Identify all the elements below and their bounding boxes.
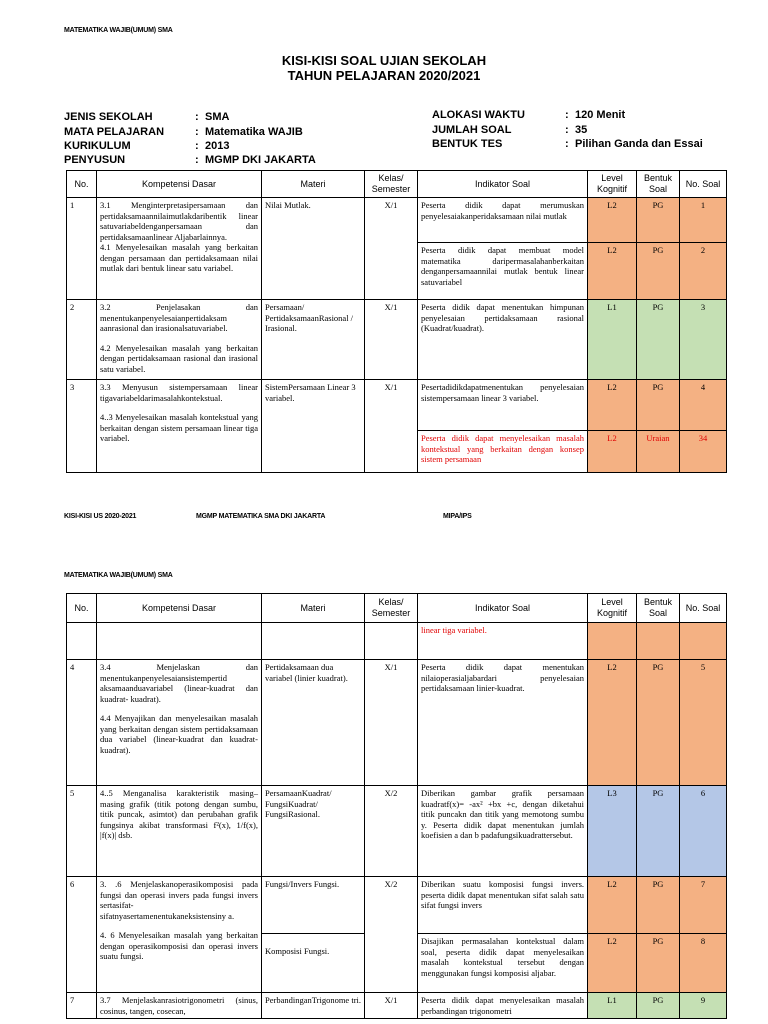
- info-value: 35: [575, 124, 588, 136]
- cell-kelas: X/1: [365, 380, 418, 473]
- header-kelas-semester: Kelas/ Semester: [365, 171, 418, 198]
- cell-no: 7: [67, 993, 97, 1019]
- document-title: KISI-KISI SOAL UJIAN SEKOLAH: [281, 53, 487, 68]
- cell-indikator: Peserta didik dapat menentukan himpunan penyelesaian pertidaksamaan rasional (Kuadrat/kuadrat).: [418, 300, 588, 380]
- info-label: BENTUK TES: [432, 138, 503, 150]
- cell-materi: PersamaanKuadrat/ FungsiKuadrat/ FungsiRasional.: [262, 786, 365, 877]
- kd-text: 3.2 Penjelasakan dan menentukanpenyelesaianpertidaksam aanrasional dan irasionalsatuvariabel.: [100, 302, 258, 333]
- kd-text-2: 4.2 Menyelesaikan masalah yang berkaitan dengan pertidaksamaan rasional dan irasional satu variabel.: [100, 342, 258, 374]
- cell-no: 1: [67, 198, 97, 300]
- cell-indikator: Peserta didik dapat merumuskan penyelesaiakanperidaksamaan nilai mutlak: [418, 198, 588, 243]
- info-value: MGMP DKI JAKARTA: [205, 154, 316, 166]
- table-row: [67, 786, 727, 877]
- kd-text-2: 4..3 Menyelesaikan masalah kontekstual yang berkaitan dengan sistem persamaan linear tiga variabel.: [100, 412, 258, 443]
- info-label: JUMLAH SOAL: [432, 124, 512, 136]
- cell-kelas: X/1: [365, 660, 418, 786]
- info-colon: :: [565, 124, 569, 136]
- cell-level: L2: [588, 431, 637, 473]
- header-indikator-soal: Indikator Soal: [418, 171, 588, 198]
- cell-kelas: X/1: [365, 300, 418, 380]
- info-value: SMA: [205, 111, 230, 123]
- cell-indikator: Diberikan gambar grafik persamaan kuadratf(x)= -ax² +bx +c, dengan diketahui titik puncakn dan titik yang memotong sumbu y. Peserta didik dapat menentukan jumlah koefisien a dan b padafungsikuadrattersebut.: [418, 786, 588, 877]
- cell-no-soal: 2: [680, 243, 727, 300]
- table-row: [67, 877, 727, 934]
- kd-text: 3.4 Menjelaskan dan menentukanpenyelesaiansistempertid aksamaanduavariabel (linear-kuadrat dan kuadrat- kuadrat).: [100, 662, 258, 704]
- cell-bentuk: PG: [637, 934, 680, 993]
- cell-bentuk: PG: [637, 877, 680, 934]
- cell-indikator: Peserta didik dapat menyelesaikan masalah perbandingan trigonometri: [418, 993, 588, 1019]
- cell-indikator: Diberikan suatu komposisi fungsi invers. peserta didik dapat menentukan sifat salah satu sifat fungsi invers: [418, 877, 588, 934]
- info-colon: :: [195, 126, 199, 138]
- cell-bentuk: PG: [637, 993, 680, 1019]
- info-value: 2013: [205, 140, 230, 152]
- footer-right: MIPA/IPS: [443, 513, 472, 520]
- cell-no-soal: 1: [680, 198, 727, 243]
- cell-kelas: X/1: [365, 993, 418, 1019]
- cell-kompetensi-dasar: [97, 660, 262, 786]
- cell-kompetensi-dasar: 3.7 Menjelaskanrasiotrigonometri (sinus, cosinus, tangen, cosecan,: [97, 993, 262, 1019]
- cell-indikator: Peserta didik dapat menentukan nilaioperasialjabardari penyelesaian pertidaksamaan linier-kuadrat.: [418, 660, 588, 786]
- cell-materi: Fungsi/Invers Fungsi.: [262, 877, 365, 934]
- cell-bentuk: PG: [637, 243, 680, 300]
- cell-no-soal: 6: [680, 786, 727, 877]
- header-no-soal: No. Soal: [680, 171, 727, 198]
- cell-kompetensi-dasar: [97, 300, 262, 380]
- cell-no: 6: [67, 877, 97, 993]
- cell-materi: Pertidaksamaan dua variabel (linier kuadrat).: [262, 660, 365, 786]
- header-level-kognitif: Level Kognitif: [588, 594, 637, 623]
- cell-materi: PerbandinganTrigonome tri.: [262, 993, 365, 1019]
- cell-no-soal: 8: [680, 934, 727, 993]
- cell-level: L1: [588, 300, 637, 380]
- header-no: No.: [67, 594, 97, 623]
- table-row: [67, 660, 727, 786]
- cell-indikator: Peserta didik dapat menyelesaikan masalah kontekstual yang berkaitan dengan konsep sistem persamaan: [418, 431, 588, 473]
- kd-text-2: 4. 6 Menyelesaikan masalah yang berkaitan dengan operasikomposisi dan operasi invers suatu fungsi.: [100, 930, 258, 961]
- header-level-kognitif: Level Kognitif: [588, 171, 637, 198]
- info-colon: :: [565, 138, 569, 150]
- cell-indikator: linear tiga variabel.: [418, 623, 588, 660]
- cell-bentuk: PG: [637, 300, 680, 380]
- cell-no-soal: 7: [680, 877, 727, 934]
- cell-kompetensi-dasar: [97, 198, 262, 300]
- cell-materi: SistemPersamaan Linear 3 variabel.: [262, 380, 365, 473]
- cell-no: 4: [67, 660, 97, 786]
- cell-level: L2: [588, 243, 637, 300]
- kd-text-2: 4.1 Menyelesaikan masalah yang berkaitan dengan persamaan dan pertidaksamaan nilai mutlak dari bentuk linear satu variabel.: [100, 242, 258, 273]
- cell-bentuk: Uraian: [637, 431, 680, 473]
- cell-no: 5: [67, 786, 97, 877]
- kd-text-2: 4.4 Menyajikan dan menyelesaikan masalah yang berkaitan dengan sistem pertidaksamaan dua variabel (linear-kuadrat dan kuadrat-kuadrat).: [100, 713, 258, 755]
- header-indikator-soal: Indikator Soal: [418, 594, 588, 623]
- cell-indikator: Disajikan permasalahan kontekstual dalam soal, peserta didik dapat menyelesaikan masalah kontekstual tersebut dengan menggunakan fungsi komposisi aljabar.: [418, 934, 588, 993]
- cell-kelas: X/2: [365, 877, 418, 993]
- cell-kelas: X/2: [365, 786, 418, 877]
- header-kompetensi-dasar: Kompetensi Dasar: [97, 171, 262, 198]
- cell-no-soal: 5: [680, 660, 727, 786]
- cell-no-soal: 9: [680, 993, 727, 1019]
- cell-kompetensi-dasar: [97, 877, 262, 993]
- cell-level: L2: [588, 380, 637, 431]
- table-row: [67, 380, 727, 431]
- cell-level: L3: [588, 786, 637, 877]
- header-kelas-semester: Kelas/ Semester: [365, 594, 418, 623]
- header-kompetensi-dasar: Kompetensi Dasar: [97, 594, 262, 623]
- info-label: MATA PELAJARAN: [64, 126, 165, 138]
- info-value: Matematika WAJIB: [205, 126, 303, 138]
- cell-no-soal: 4: [680, 380, 727, 431]
- kisi-kisi-table: [66, 170, 727, 473]
- cell-bentuk: PG: [637, 786, 680, 877]
- info-label: JENIS SEKOLAH: [64, 111, 153, 123]
- cell-bentuk: PG: [637, 660, 680, 786]
- cell-materi: Persamaan/ PertidaksamaanRasional / Irasional.: [262, 300, 365, 380]
- info-label: ALOKASI WAKTU: [432, 109, 525, 121]
- cell-no-soal: 3: [680, 300, 727, 380]
- footer-middle: MGMP MATEMATIKA SMA DKI JAKARTA: [196, 513, 326, 520]
- cell-kompetensi-dasar: 4..5 Menganalisa karakteristik masing–masing grafik (titik potong dengan sumbu, titik puncak, asimtot) dan perubahan grafik fungsinya akibat transformasi f²(x), 1/f(x), |f(x)| dsb.: [97, 786, 262, 877]
- cell-kelas: X/1: [365, 198, 418, 300]
- header-bentuk-soal: Bentuk Soal: [637, 171, 680, 198]
- running-header: MATEMATIKA WAJIB(UMUM) SMA: [64, 27, 173, 34]
- cell-level: L2: [588, 877, 637, 934]
- cell-no-soal: 34: [680, 431, 727, 473]
- table-row-continuation: [67, 623, 727, 660]
- info-colon: :: [195, 111, 199, 123]
- footer-left: KISI-KISI US 2020-2021: [64, 513, 137, 520]
- cell-level: L2: [588, 660, 637, 786]
- header-bentuk-soal: Bentuk Soal: [637, 594, 680, 623]
- running-header: MATEMATIKA WAJIB(UMUM) SMA: [64, 572, 173, 579]
- cell-indikator: Peserta didik dapat membuat model matematika daripermasalahanberkaitan denganpersamaannilai mutlak bentuk linear satuvariabel: [418, 243, 588, 300]
- info-colon: :: [565, 109, 569, 121]
- info-colon: :: [195, 140, 199, 152]
- cell-no: 3: [67, 380, 97, 473]
- table-row: [67, 300, 727, 380]
- cell-bentuk: PG: [637, 198, 680, 243]
- info-value: 120 Menit: [575, 109, 626, 121]
- cell-no: 2: [67, 300, 97, 380]
- cell-materi: Nilai Mutlak.: [262, 198, 365, 300]
- kisi-kisi-table-continued: [66, 593, 727, 1019]
- info-label: PENYUSUN: [64, 154, 126, 166]
- table-row: [67, 993, 727, 1019]
- table-header-row: [67, 594, 727, 623]
- info-colon: :: [195, 154, 199, 166]
- cell-level: L1: [588, 993, 637, 1019]
- header-no-soal: No. Soal: [680, 594, 727, 623]
- cell-kompetensi-dasar: [97, 380, 262, 473]
- kd-text: 3.1 Menginterpretasipersamaan dan pertidaksamaannilaimutlakdaribentik linear satuvariabeldenganpersamaan dan pertidaksamaanlinear Aljabarlainnya.: [100, 200, 258, 242]
- info-label: KURIKULUM: [64, 140, 131, 152]
- cell-level: L2: [588, 198, 637, 243]
- kd-text: 3.3 Menyusun sistempersamaan linear tigavariabeldarimasalahkontekstual.: [100, 382, 258, 403]
- cell-materi: Komposisi Fungsi.: [262, 934, 365, 993]
- cell-indikator: Pesertadidikdapatmenentukan penyelesaian sistempersamaan linear 3 variabel.: [418, 380, 588, 431]
- kd-text: 3. .6 Menjelaskanoperasikomposisi pada fungsi dan operasi invers pada fungsi invers sertasifat-sifatnyasertamenentukaneksistensiny a.: [100, 879, 258, 921]
- header-no: No.: [67, 171, 97, 198]
- info-value: Pilihan Ganda dan Essai: [575, 138, 703, 150]
- cell-bentuk: PG: [637, 380, 680, 431]
- cell-level: L2: [588, 934, 637, 993]
- table-row: [67, 198, 727, 243]
- document-subtitle: TAHUN PELAJARAN 2020/2021: [287, 68, 481, 83]
- table-header-row: [67, 171, 727, 198]
- header-materi: Materi: [262, 594, 365, 623]
- header-materi: Materi: [262, 171, 365, 198]
